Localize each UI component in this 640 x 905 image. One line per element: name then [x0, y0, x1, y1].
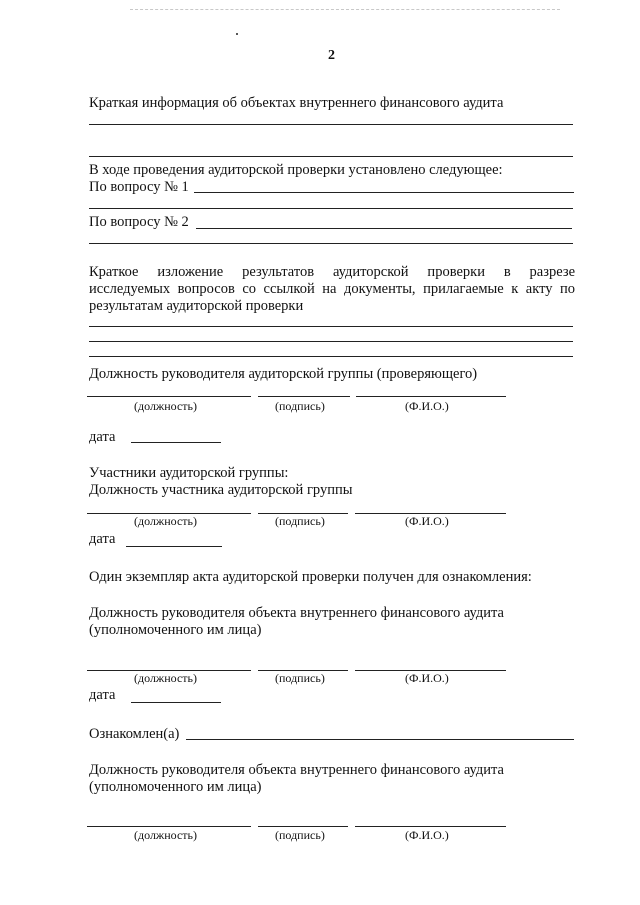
findings-intro: В ходе проведения аудиторской проверки установлено следующее:: [89, 162, 503, 178]
object-head-name-field[interactable]: [355, 826, 506, 827]
acquainted-field[interactable]: [186, 739, 574, 740]
head-name-field[interactable]: [356, 396, 506, 397]
date-field[interactable]: [131, 442, 221, 443]
brief-info-line[interactable]: [89, 124, 573, 125]
date-field[interactable]: [126, 546, 222, 547]
question-2-line[interactable]: [89, 243, 573, 244]
date-label: дата: [89, 429, 116, 445]
object-head-signature-field[interactable]: [258, 826, 348, 827]
question-2-field[interactable]: [196, 228, 572, 229]
summary-field-line[interactable]: [89, 341, 573, 342]
summary-line-1: Краткое изложение результатов аудиторской проверки в разрезе: [89, 264, 575, 280]
scan-artifact: [130, 9, 560, 10]
date-field[interactable]: [131, 702, 221, 703]
head-signature-field[interactable]: [258, 396, 350, 397]
question-1-line[interactable]: [89, 208, 573, 209]
page-number: 2: [328, 48, 335, 63]
participants-title: Участники аудиторской группы:: [89, 465, 289, 481]
object-head-label-2: (уполномоченного им лица): [89, 622, 262, 638]
position-caption: (должность): [134, 399, 197, 413]
scan-dot: [236, 33, 238, 35]
summary-line-3: результатам аудиторской проверки: [89, 298, 304, 314]
name-caption: (Ф.И.О.): [405, 399, 449, 413]
name-caption: (Ф.И.О.): [405, 828, 449, 842]
name-caption: (Ф.И.О.): [405, 514, 449, 528]
acquainted-label: Ознакомлен(а): [89, 726, 180, 742]
object-head-position-field[interactable]: [87, 826, 251, 827]
head-position-field[interactable]: [87, 396, 251, 397]
date-label: дата: [89, 687, 116, 703]
summary-field-line[interactable]: [89, 326, 573, 327]
date-label: дата: [89, 531, 116, 547]
signature-caption: (подпись): [275, 671, 325, 685]
brief-info-line[interactable]: [89, 156, 573, 157]
object-head-label-2: (уполномоченного им лица): [89, 779, 262, 795]
summary-field-line[interactable]: [89, 356, 573, 357]
object-head-label-1: Должность руководителя объекта внутреннего финансового аудита: [89, 762, 504, 778]
question-2-label: По вопросу № 2: [89, 214, 189, 230]
participant-position-label: Должность участника аудиторской группы: [89, 482, 353, 498]
name-caption: (Ф.И.О.): [405, 671, 449, 685]
position-caption: (должность): [134, 671, 197, 685]
signature-caption: (подпись): [275, 514, 325, 528]
question-1-field[interactable]: [194, 192, 574, 193]
copy-received-text: Один экземпляр акта аудиторской проверки получен для ознакомления:: [89, 569, 532, 585]
head-position-label: Должность руководителя аудиторской группы (проверяющего): [89, 366, 478, 382]
position-caption: (должность): [134, 828, 197, 842]
question-1-label: По вопросу № 1: [89, 179, 189, 195]
signature-caption: (подпись): [275, 828, 325, 842]
brief-info-heading: Краткая информация об объектах внутреннего финансового аудита: [89, 95, 504, 111]
summary-line-2: исследуемых вопросов со ссылкой на документы, прилагаемые к акту по: [89, 281, 575, 297]
object-head-label-1: Должность руководителя объекта внутреннего финансового аудита: [89, 605, 504, 621]
position-caption: (должность): [134, 514, 197, 528]
signature-caption: (подпись): [275, 399, 325, 413]
